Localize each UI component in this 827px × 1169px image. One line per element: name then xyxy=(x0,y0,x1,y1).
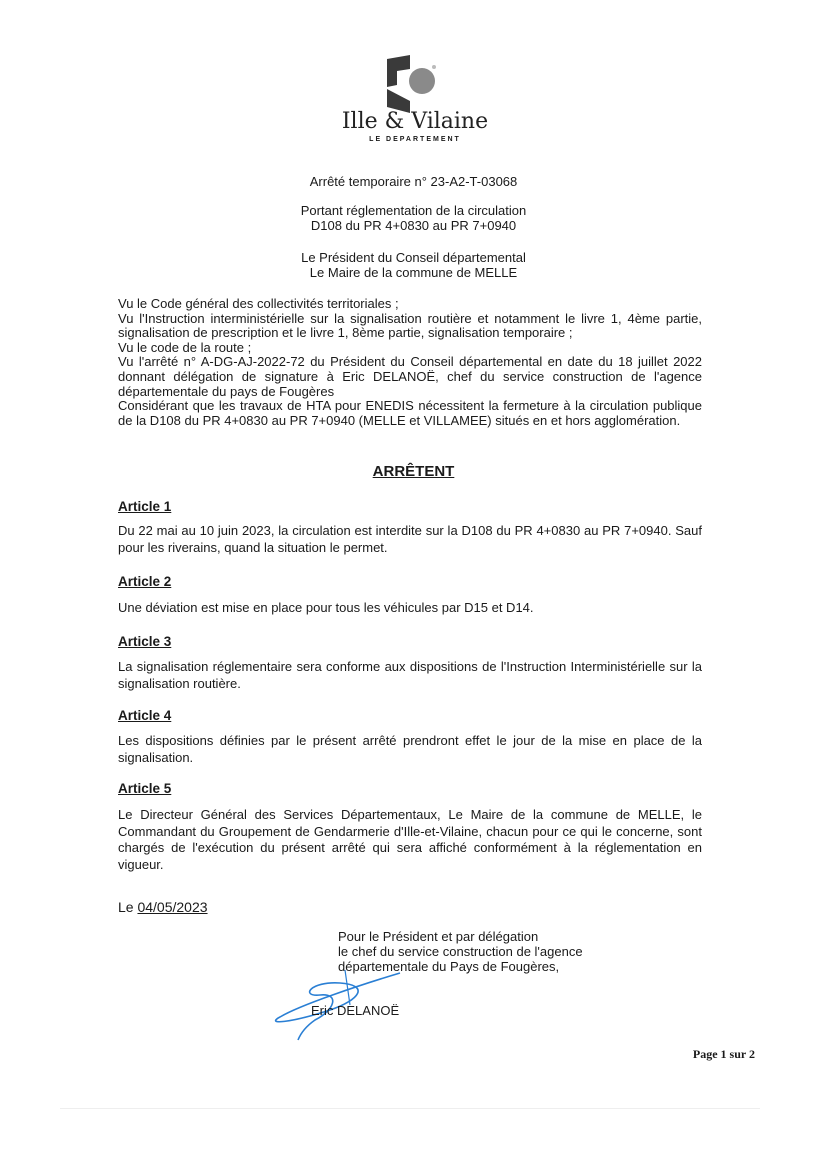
date-value: 04/05/2023 xyxy=(137,899,208,915)
scan-artifact-divider xyxy=(60,1108,760,1109)
authority-line-2: Le Maire de la commune de MELLE xyxy=(309,265,518,280)
consideration: Vu le Code général des collectivités territoriales ; xyxy=(118,296,399,311)
article-2-text: Une déviation est mise en place pour tous les véhicules par D15 et D14. xyxy=(118,600,534,615)
considerations xyxy=(118,297,702,428)
article-5-title: Article 5 xyxy=(118,781,172,796)
article-1-text: Du 22 mai au 10 juin 2023, la circulation est interdite sur la D108 du PR 4+0830 au PR 7+0940. Sauf pour les riverains, quand la situation le permet. xyxy=(118,523,702,555)
article-3-title: Article 3 xyxy=(118,634,172,649)
signature-date xyxy=(118,899,208,915)
logo-emblem-icon xyxy=(330,55,500,115)
authority-line-1: Le Président du Conseil départemental xyxy=(301,250,526,265)
article-5-text: Le Directeur Général des Services Départementaux, Le Maire de la commune de MELLE, le Commandant du Groupement de Gendarmerie d'Ille-et-Vilaine, chacun pour ce qui le concerne, sont chargés de l'exécution du présent arrêté qui sera affiché conformément à la réglementation en vigueur. xyxy=(118,807,702,872)
article-4-text: Les dispositions définies par le présent arrêté prendront effet le jour de la mise en place de la signalisation. xyxy=(118,733,702,765)
consideration: Vu l'arrêté n° A-DG-AJ-2022-72 du Président du Conseil départemental en date du 18 juillet 2022 donnant délégation de signature à Eric DELANOË, chef du service construction de l'agence départementale du pays de Fougères xyxy=(118,354,702,399)
subject-line-1: Portant réglementation de la circulation xyxy=(300,203,527,218)
article-3-text: La signalisation réglementaire sera conforme aux dispositions de l'Instruction Interministérielle sur la signalisation routière. xyxy=(118,659,702,691)
signature-line-3: départementale du Pays de Fougères, xyxy=(338,959,560,974)
subject-line-2: D108 du PR 4+0830 au PR 7+0940 xyxy=(310,218,517,233)
article-1-title: Article 1 xyxy=(118,499,172,514)
decision-title: ARRÊTENT xyxy=(372,463,455,480)
logo-subtitle: LE DEPARTEMENT xyxy=(369,136,461,143)
signature-line-2: le chef du service construction de l'agence xyxy=(338,944,583,959)
logo-name: Ille & Vilaine xyxy=(341,109,489,134)
consideration: Considérant que les travaux de HTA pour ENEDIS nécessitent la fermeture à la circulation publique de la D108 du PR 4+0830 au PR 7+0940 (MELLE et VILLAMEE) situés en et hors agglomération. xyxy=(118,398,702,428)
signature-line-1: Pour le Président et par délégation xyxy=(338,929,539,944)
article-4-title: Article 4 xyxy=(118,708,172,723)
signatory-name: Eric DELANOË xyxy=(311,1003,400,1018)
department-logo xyxy=(330,55,500,150)
consideration: Vu l'Instruction interministérielle sur la signalisation routière et notamment le livre 1, 4ème partie, signalisation de prescription et le livre 1, 8ème partie, signalisation temporaire ; xyxy=(118,310,702,341)
arrete-number: Arrêté temporaire n° 23-A2-T-03068 xyxy=(309,174,518,189)
consideration: Vu le code de la route ; xyxy=(118,339,252,355)
article-2-title: Article 2 xyxy=(118,574,172,589)
page-number: Page 1 sur 2 xyxy=(692,1047,755,1061)
date-prefix: Le xyxy=(118,899,134,915)
